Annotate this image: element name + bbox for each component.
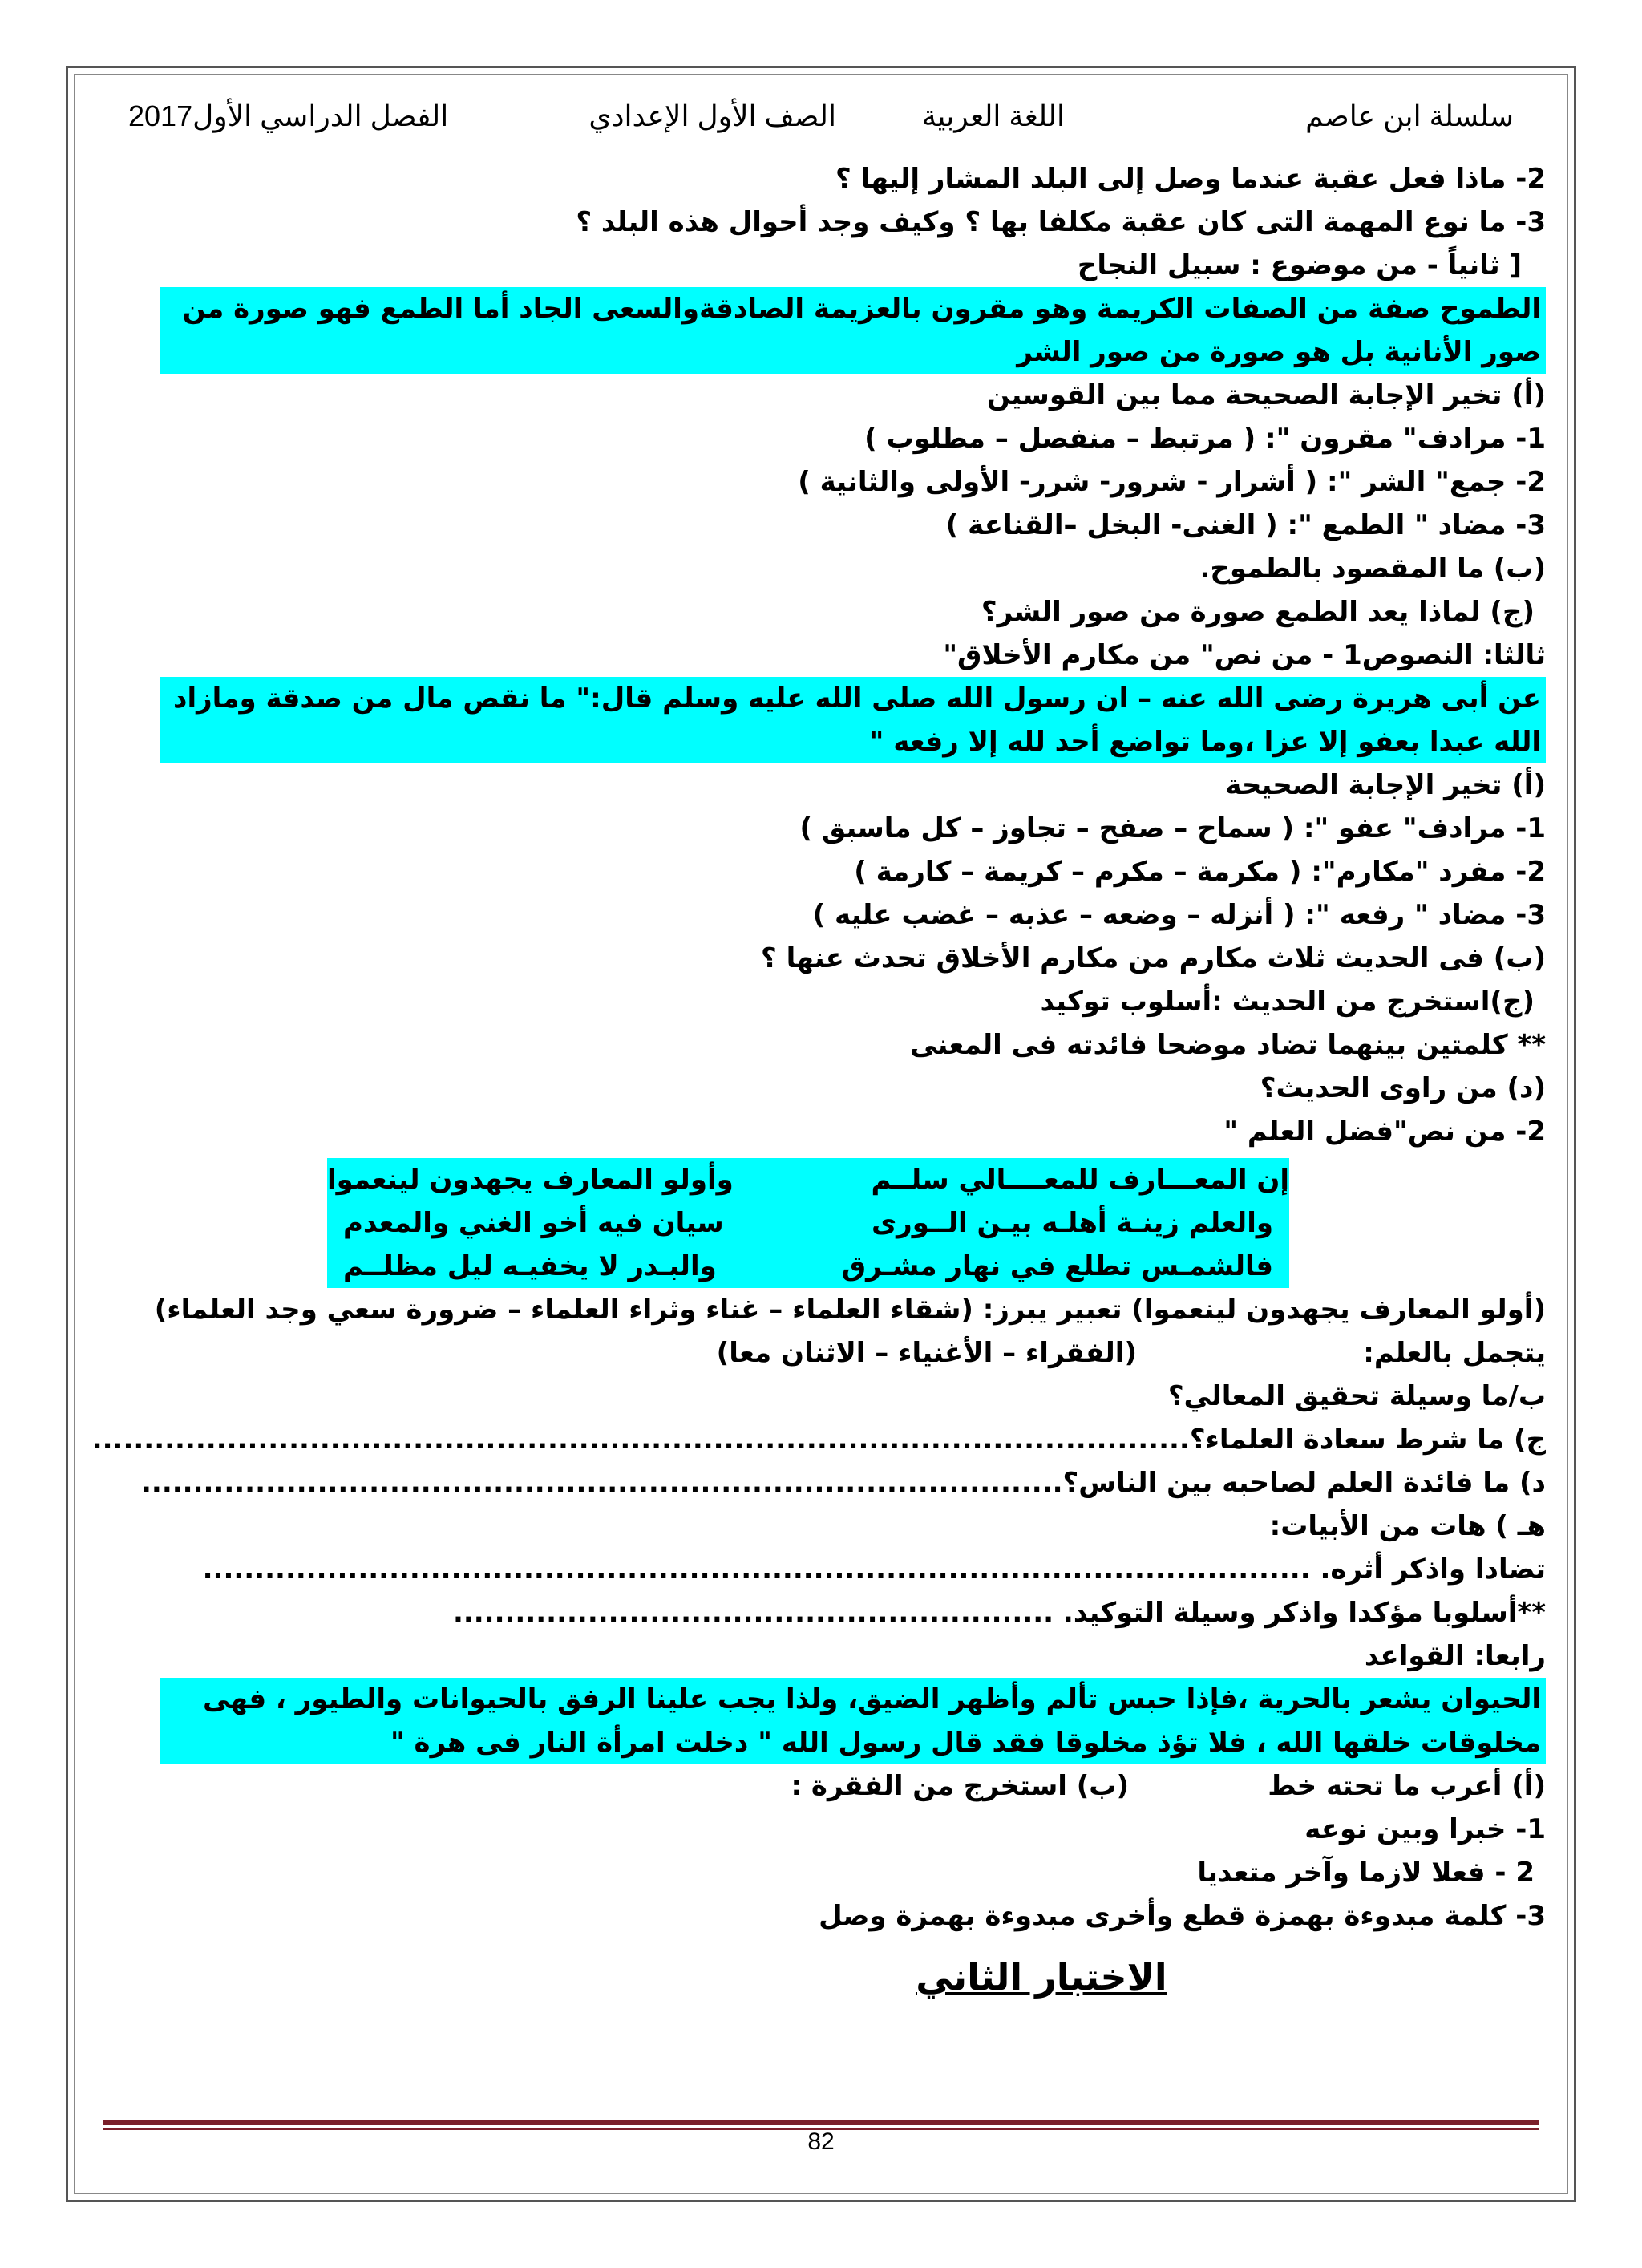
- page-number: 82: [807, 2128, 835, 2155]
- highlighted-passage: عن أبى هريرة رضى الله عنه – ان رسول الله صلى الله عليه وسلم قال:" ما نقص مال من صدقة ومازاد الله عبدا بعفو إلا عزا ،وما تواضع أحد لله إلا رفعه ": [160, 677, 1546, 763]
- highlighted-passage: الحيوان يشعر بالحرية ،فإذا حبس تألم وأظهر الضيق، ولذا يجب علينا الرفق بالحيوانات والطيور ، فهى مخلوقات خلقها الله ، فلا تؤذ مخلوقا فقد قال رسول الله " دخلت امرأة النار فى هرة ": [160, 1678, 1546, 1764]
- section-heading: 2- من نص"فضل العلم ": [1223, 1116, 1546, 1148]
- question-line: ج) ما شرط سعادة العلماء؟..........................................................................................................: [91, 1424, 1546, 1456]
- question-line: 2- جمع" الشر ": ( أشرار - شرور- شرر- الأولى والثانية ): [798, 466, 1546, 498]
- question-line: ** كلمتين بينهما تضاد موضحا فائدته فى المعنى: [910, 1029, 1546, 1061]
- verse-first-half: فالشمـس تطلع في نهار مشـرق: [841, 1250, 1273, 1282]
- question-line: 3- مضاد " رفعه ": ( أنزله – وضعه – عذبه – غضب عليه ): [812, 899, 1546, 931]
- question-stem: (ب) استخرج من الفقرة :: [791, 1770, 1129, 1802]
- verse-first-half: إن المعـــارف للمعــــالي سلــم: [871, 1164, 1289, 1196]
- verse-second-half: وأولو المعارف يجهدون لينعموا: [327, 1164, 734, 1196]
- poem-block: [120, 1158, 1546, 1288]
- question-line: (ج) لماذا يعد الطمع صورة من صور الشر؟: [981, 596, 1535, 628]
- page-header: [128, 99, 1514, 140]
- section-heading: ثالثا: النصوص1 - من نص" من مكارم الأخلاق": [943, 639, 1546, 671]
- verse-second-half: والبـدر لا يخفيـه ليل مظلــم: [343, 1250, 717, 1282]
- highlighted-passage: الطموح صفة من الصفات الكريمة وهو مقرون بالعزيمة الصادقةوالسعى الجاد أما الطمع فهو صورة من صور الأنانية بل هو صورة من صور الشر: [160, 287, 1546, 374]
- question-line: [120, 1764, 1546, 1808]
- question-line: 2- ماذا فعل عقبة عندما وصل إلى البلد المشار إليها ؟: [835, 163, 1546, 195]
- verse-first-half: والعلم زينـة أهلـه بيـن الــورى: [871, 1207, 1273, 1239]
- question-options: (الفقراء – الأغنياء – الاثنان معا): [716, 1337, 1137, 1369]
- exam-content: [91, 157, 1546, 2005]
- test-title: الاختبار الثاني: [916, 1955, 1167, 1999]
- question-line: د) ما فائدة العلم لصاحبه بين الناس؟.........................................................................................: [141, 1467, 1546, 1499]
- question-line: 1- مرادف" عفو ": ( سماح – صفح – تجاوز – كل ماسبق ): [799, 812, 1546, 844]
- section-heading: رابعا: القواعد: [1364, 1640, 1546, 1672]
- question-line: (ج)استخرج من الحديث :أسلوب توكيد: [1040, 986, 1535, 1018]
- question-line: 1- خبرا وبين نوعه: [1304, 1813, 1546, 1845]
- header-subject: اللغة العربية: [922, 99, 1065, 132]
- question-line: 1- مرادف" مقرون ": ( مرتبط – منفصل – مطلوب ): [864, 423, 1546, 455]
- question-line: 2 - فعلا لازما وآخر متعديا: [1197, 1857, 1535, 1889]
- question-line: 3- مضاد " الطمع ": ( الغنى- البخل –القناعة ): [945, 509, 1546, 541]
- question-stem: (أ) أعرب ما تحته خط: [1268, 1770, 1546, 1802]
- verse-second-half: سيان فيه أخو الغني والمعدم: [343, 1207, 724, 1239]
- question-line: [120, 1331, 1546, 1375]
- question-line: (ب) ما المقصود بالطموح.: [1199, 553, 1546, 585]
- question-line: 3- ما نوع المهمة التى كان عقبة مكلفا بها ؟ وكيف وجد أحوال هذه البلد ؟: [576, 206, 1546, 238]
- question-line: 2- مفرد "مكارم": ( مكرمة – مكرم – كريمة – كارمة ): [854, 856, 1546, 888]
- header-term: الفصل الدراسي الأول2017: [128, 99, 449, 132]
- section-heading: [ ثانياً - من موضوع : سبيل النجاح: [1077, 249, 1522, 281]
- question-line: (د) من راوى الحديث؟: [1260, 1072, 1546, 1104]
- question-line: تضادا واذكر أثره. ...........................................................................................................: [202, 1553, 1546, 1586]
- poem-verse: [327, 1201, 1289, 1245]
- question-line: ب/ما وسيلة تحقيق المعالي؟: [1167, 1380, 1546, 1412]
- question-line: (أ) تخير الإجابة الصحيحة: [1225, 769, 1546, 801]
- footer-rule: [103, 2120, 1539, 2125]
- header-grade: الصف الأول الإعدادي: [588, 99, 836, 132]
- question-line: (أ) تخير الإجابة الصحيحة مما بين القوسين: [986, 379, 1546, 411]
- header-series: سلسلة ابن عاصم: [1305, 99, 1514, 132]
- question-line: (ب) فى الحديث ثلاث مكارم من مكارم الأخلاق تحدث عنها ؟: [761, 942, 1546, 974]
- question-line: **أسلوبا مؤكدا واذكر وسيلة التوكيد. ..........................................................: [452, 1597, 1546, 1629]
- poem-verse: [327, 1245, 1289, 1288]
- question-line: 3- كلمة مبدوءة بهمزة قطع وأخرى مبدوءة بهمزة وصل: [819, 1900, 1546, 1932]
- question-line: هـ ) هات من الأبيات:: [1269, 1510, 1546, 1542]
- question-stem: يتجمل بالعلم:: [1363, 1337, 1546, 1369]
- poem-verse: [327, 1158, 1289, 1201]
- question-line: (أولو المعارف يجهدون لينعموا) تعبير يبرز: (شقاء العلماء – غناء وثراء العلماء – ضرورة سعي وجد العلماء): [154, 1294, 1546, 1326]
